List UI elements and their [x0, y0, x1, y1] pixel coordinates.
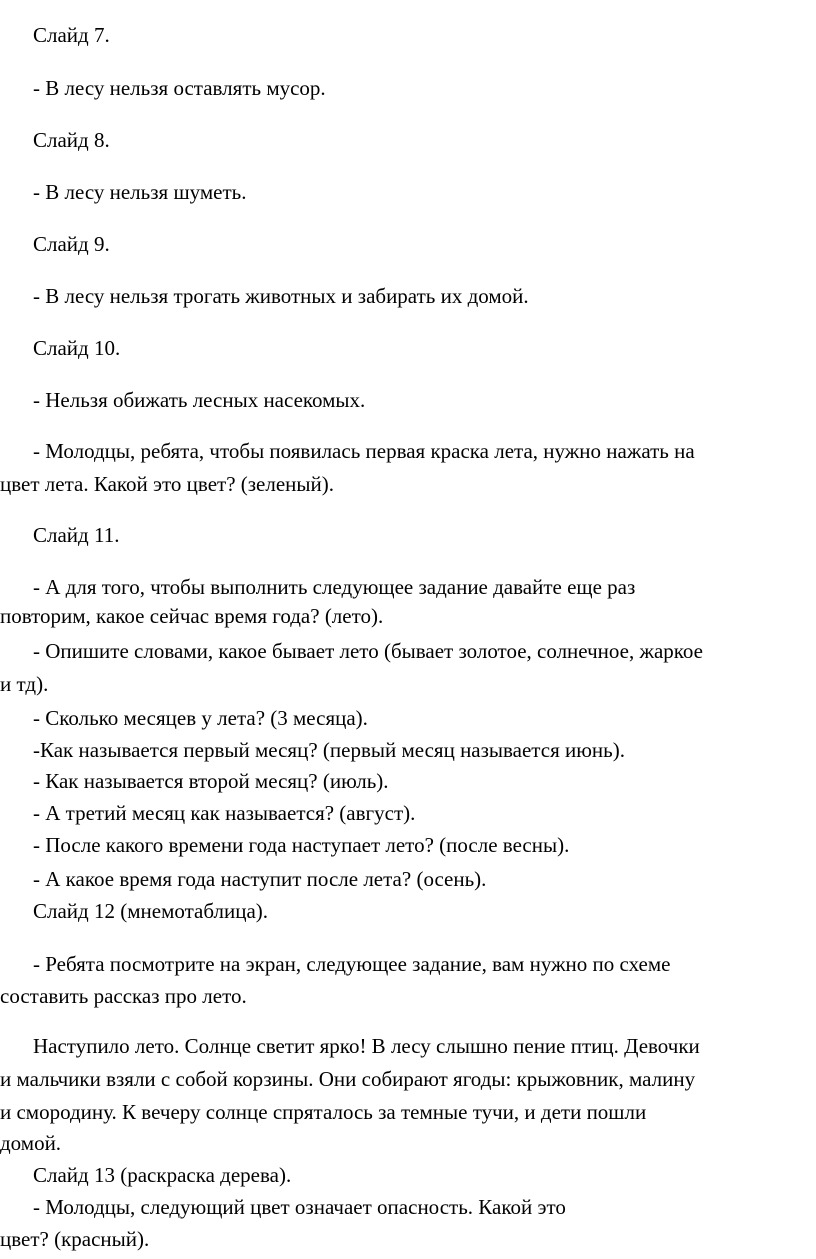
slide-heading: Слайд 11.: [33, 523, 120, 547]
text-line: - Нельзя обижать лесных насекомых.: [33, 388, 366, 412]
slide-heading: Слайд 12 (мнемотаблица).: [33, 899, 269, 923]
text-line: - Молодцы, следующий цвет означает опасность. Какой это: [33, 1195, 566, 1219]
text-line: - А третий месяц как называется? (август).: [33, 801, 416, 825]
story-line: и смородину. К вечеру солнце спряталось за темные тучи, и дети пошли: [0, 1100, 647, 1124]
story-line: домой.: [0, 1131, 62, 1155]
text-line: - А для того, чтобы выполнить следующее задание давайте еще раз: [33, 575, 636, 599]
text-line: - В лесу нельзя шуметь.: [33, 180, 247, 204]
text-line: - А какое время года наступит после лета? (осень).: [33, 867, 487, 891]
text-line: составить рассказ про лето.: [0, 984, 247, 1008]
text-line: - Молодцы, ребята, чтобы появилась первая краска лета, нужно нажать на: [33, 439, 695, 463]
slide-heading: Слайд 8.: [33, 128, 110, 152]
text-line: и тд).: [0, 672, 49, 696]
text-line: повторим, какое сейчас время года? (лето).: [0, 604, 384, 628]
text-line: -Как называется первый месяц? (первый месяц называется июнь).: [33, 738, 625, 762]
text-line: цвет лета. Какой это цвет? (зеленый).: [0, 472, 335, 496]
text-line: - В лесу нельзя оставлять мусор.: [33, 76, 326, 100]
text-line: - После какого времени года наступает лето? (после весны).: [33, 833, 570, 857]
text-line: - Опишите словами, какое бывает лето (бывает золотое, солнечное, жаркое: [33, 639, 704, 663]
slide-heading: Слайд 10.: [33, 336, 121, 360]
text-line: - Как называется второй месяц? (июль).: [33, 769, 389, 793]
slide-heading: Слайд 9.: [33, 232, 110, 256]
story-line: Наступило лето. Солнце светит ярко! В лесу слышно пение птиц. Девочки: [33, 1034, 700, 1058]
text-line: - Ребята посмотрите на экран, следующее задание, вам нужно по схеме: [33, 952, 671, 976]
story-line: и мальчики взяли с собой корзины. Они собирают ягоды: крыжовник, малину: [0, 1067, 696, 1091]
slide-heading: Слайд 7.: [33, 23, 110, 47]
text-line: - В лесу нельзя трогать животных и забирать их домой.: [33, 284, 529, 308]
text-line: цвет? (красный).: [0, 1227, 150, 1251]
slide-heading: Слайд 13 (раскраска дерева).: [33, 1163, 292, 1187]
text-line: - Сколько месяцев у лета? (3 месяца).: [33, 706, 368, 730]
